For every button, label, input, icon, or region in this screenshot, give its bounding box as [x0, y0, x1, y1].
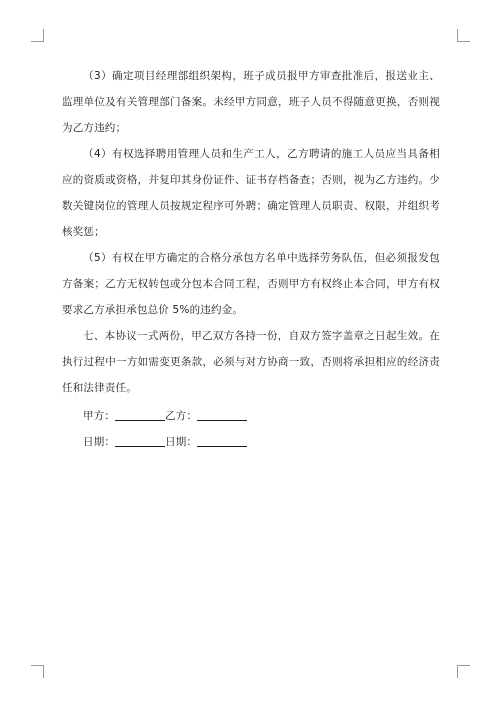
clause-4-paragraph: （4）有权选择聘用管理人员和生产工人，乙方聘请的施工人员应当具备相应的资质或资格，并复印其身份证件、证书存档备查；否则，视为乙方违约。少数关键岗位的管理人员按规定程序可外聘；确定管理人员职责、权限，并组织考核奖惩； [62, 148, 440, 238]
crop-mark-bottom-left [31, 665, 44, 678]
date-a-label: 日期： [83, 436, 116, 448]
party-a-blank [115, 408, 165, 421]
clause-5-paragraph: （5）有权在甲方确定的合格分承包方名单中选择劳务队伍，但必须报发包方备案；乙方无权转包或分包本合同工程，否则甲方有权终止本合同，甲方有权要求乙方承担承包总价 5%的违约金。 [62, 252, 440, 316]
party-signature-row [62, 403, 440, 429]
date-signature-row [62, 429, 440, 455]
party-a-label: 甲方： [83, 410, 116, 422]
clause-3-paragraph: （3）确定项目经理部组织架构，班子成员报甲方审查批准后，报送业主、监理单位及有关管理部门备案。未经甲方同意，班子人员不得随意更换，否则视为乙方违约； [62, 70, 440, 134]
crop-mark-top-right [457, 29, 470, 42]
date-b-label: 日期： [165, 436, 198, 448]
crop-mark-top-left [31, 29, 44, 42]
date-a-blank [115, 434, 165, 447]
date-b-blank [197, 434, 247, 447]
document-body [62, 63, 440, 455]
party-b-label: 乙方： [165, 410, 198, 422]
party-b-blank [197, 408, 247, 421]
crop-mark-bottom-right [457, 665, 470, 678]
clause-7-paragraph: 七、本协议一式两份，甲乙双方各持一份，自双方签字盖章之日起生效。在执行过程中一方如需变更条款，必须与对方协商一致，否则将承担相应的经济责任和法律责任。 [62, 330, 440, 394]
